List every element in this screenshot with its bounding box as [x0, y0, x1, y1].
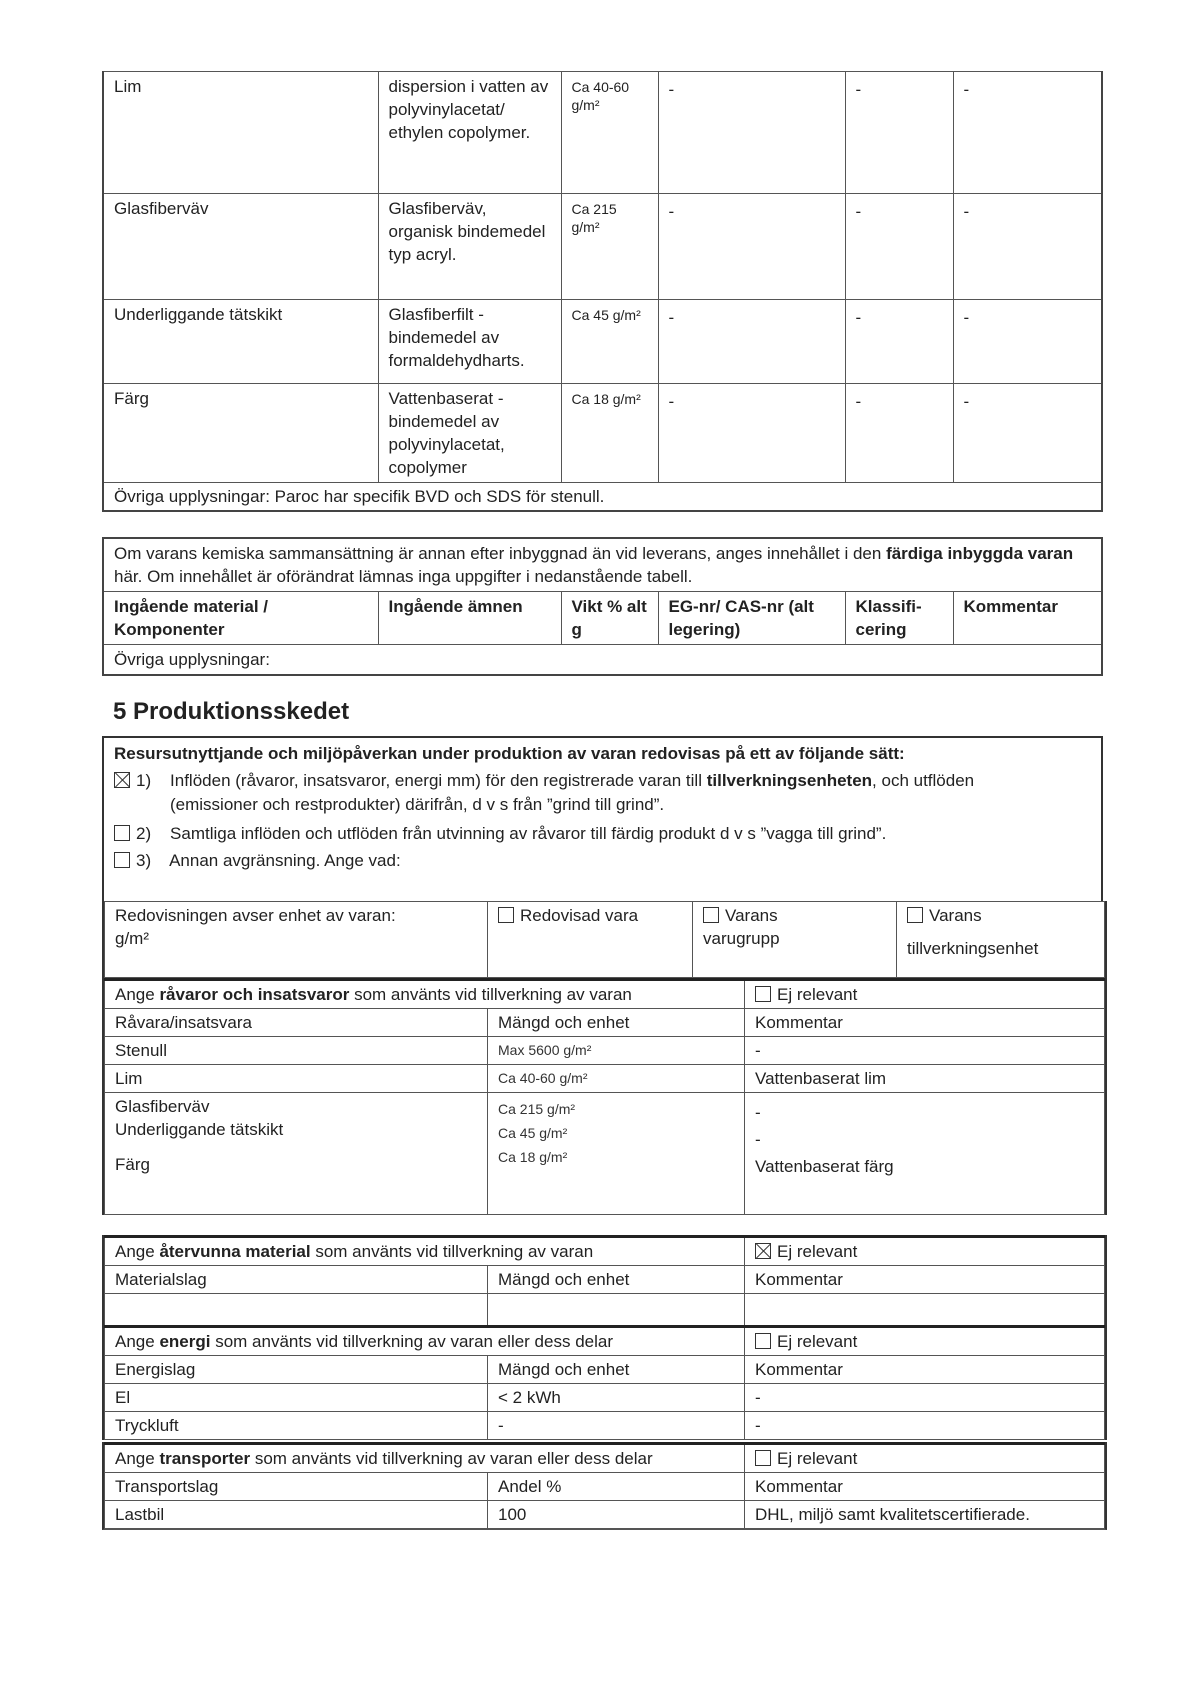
- title-text: som använts vid tillverkning av varan: [349, 985, 632, 1004]
- weight-cell: Ca 18 g/m²: [561, 384, 658, 483]
- unit-option-label-cont: tillverkningsenhet: [907, 939, 1039, 958]
- unit-option-label-cont: varugrupp: [703, 929, 780, 948]
- unit-option-label: Varans: [929, 906, 982, 925]
- option-text: Annan avgränsning. Ange vad:: [169, 851, 401, 870]
- not-relevant-cell: [745, 1327, 1105, 1356]
- column-header: Kommentar: [745, 1266, 1105, 1294]
- amount: Ca 45 g/m²: [498, 1125, 568, 1141]
- amount: Ca 215 g/m²: [498, 1101, 576, 1117]
- amount-cell: [488, 1093, 745, 1215]
- type-cell: Tryckluft: [105, 1412, 488, 1440]
- name-cell: [105, 1093, 488, 1215]
- column-header: Ingående material / Komponenter: [103, 592, 378, 645]
- empty-cell: [105, 1294, 488, 1326]
- intro-row: [103, 538, 1102, 592]
- name: Färg: [115, 1155, 150, 1174]
- unit-option-cell: [693, 902, 897, 978]
- column-header: Transportslag: [105, 1473, 488, 1501]
- material-cell: Underliggande tätskikt: [103, 300, 378, 384]
- comment: -: [755, 1130, 761, 1149]
- eg-cas-cell: -: [658, 384, 845, 483]
- unit-value: g/m²: [115, 929, 149, 948]
- unit-row: [102, 901, 1107, 978]
- comment-cell: Vattenbaserat lim: [745, 1065, 1105, 1093]
- weight-cell: Ca 45 g/m²: [561, 300, 658, 384]
- name-cell: Stenull: [105, 1037, 488, 1065]
- classification-cell: -: [845, 72, 953, 194]
- name-cell: Lim: [105, 1065, 488, 1093]
- not-relevant-label: Ej relevant: [777, 1332, 858, 1351]
- column-header: Ingående ämnen: [378, 592, 561, 645]
- type-cell: El: [105, 1384, 488, 1412]
- column-header: Råvara/insatsvara: [105, 1009, 488, 1037]
- method-intro: Resursutnyttjande och miljöpåverkan under produktion av varan redovisas på ett av följande sätt:: [114, 744, 905, 763]
- intro-text: [103, 538, 1102, 592]
- comment-cell: -: [953, 72, 1102, 194]
- column-header: Mängd och enhet: [488, 1356, 745, 1384]
- comment-cell: -: [745, 1037, 1105, 1065]
- table-row: [105, 1065, 1105, 1093]
- notes-row: [103, 645, 1102, 676]
- not-relevant-cell: [745, 980, 1105, 1009]
- comment-cell: -: [745, 1412, 1105, 1440]
- material-cell: Lim: [103, 72, 378, 194]
- header-row: [105, 1356, 1105, 1384]
- header-row: [105, 1009, 1105, 1037]
- unit-option-label: Varans: [725, 906, 778, 925]
- title-bold: råvaror och insatsvaror: [159, 985, 350, 1004]
- raw-materials-section: [102, 978, 1107, 1215]
- amount-cell: -: [488, 1412, 745, 1440]
- column-header: Energislag: [105, 1356, 488, 1384]
- eg-cas-cell: -: [658, 300, 845, 384]
- not-relevant-label: Ej relevant: [777, 1449, 858, 1468]
- table-row: [103, 72, 1102, 194]
- option-num: 1): [136, 771, 152, 790]
- header-row: [103, 592, 1102, 645]
- intro-part2: här. Om innehållet är oförändrat lämnas inga uppgifter i nedanstående tabell.: [114, 567, 693, 586]
- share-cell: 100: [488, 1501, 745, 1529]
- title-text: som använts vid tillverkning av varan: [310, 1242, 594, 1261]
- option-1: [114, 769, 1091, 817]
- comment-cell: -: [745, 1384, 1105, 1412]
- built-in-table: [102, 537, 1103, 676]
- option-3: [114, 849, 1091, 873]
- title-text: som använts vid tillverkning av varan eller dess delar: [210, 1332, 613, 1351]
- title-text: Ange: [115, 1449, 160, 1468]
- other-info: Övriga upplysningar:: [103, 645, 1102, 676]
- weight-cell: Ca 215 g/m²: [561, 194, 658, 300]
- energy-section: [102, 1325, 1107, 1440]
- column-header: Materialslag: [105, 1266, 488, 1294]
- table-row: [103, 194, 1102, 300]
- not-relevant-label: Ej relevant: [777, 985, 858, 1004]
- other-info: Övriga upplysningar: Paroc har specifik BVD och SDS för stenull.: [103, 483, 1102, 512]
- notes-row: [103, 483, 1102, 512]
- column-header: Mängd och enhet: [488, 1009, 745, 1037]
- comment: Vattenbaserat färg: [755, 1157, 894, 1176]
- classification-cell: -: [845, 300, 953, 384]
- unit-option-cell: [488, 902, 693, 978]
- title-text: Ange: [115, 1332, 160, 1351]
- method-box: [102, 736, 1103, 902]
- header-row: [105, 1266, 1105, 1294]
- intro-part1: Om varans kemiska sammansättning är annan efter inbyggnad än vid leverans, anges innehållet i den: [114, 544, 887, 563]
- column-header: Klassifi-cering: [845, 592, 953, 645]
- transport-section: [102, 1442, 1107, 1530]
- column-header: Kommentar: [953, 592, 1102, 645]
- column-header: Kommentar: [745, 1009, 1105, 1037]
- table-row: [103, 300, 1102, 384]
- comment-cell: [745, 1093, 1105, 1215]
- option-2-checkbox[interactable]: [114, 825, 130, 841]
- table-row: [105, 1093, 1105, 1215]
- option-num: 2): [136, 824, 152, 843]
- column-header: Mängd och enhet: [488, 1266, 745, 1294]
- unit-option-label: Redovisad vara: [520, 906, 639, 925]
- amount-cell: Max 5600 g/m²: [488, 1037, 745, 1065]
- title-bold: energi: [159, 1332, 211, 1351]
- comment-cell: -: [953, 384, 1102, 483]
- type-cell: Lastbil: [105, 1501, 488, 1529]
- not-relevant-cell: [745, 1237, 1105, 1266]
- option-num: 3): [136, 851, 152, 870]
- manufacturing-unit-checkbox[interactable]: [907, 907, 923, 923]
- comment-cell: DHL, miljö samt kvalitetscertifierade.: [745, 1501, 1105, 1529]
- header-row: [105, 1473, 1105, 1501]
- option-text-cont: (emissioner och restprodukter) därifrån, d v s från ”grind till grind”.: [170, 795, 665, 814]
- unit-label: Redovisningen avser enhet av varan:: [115, 906, 396, 925]
- title-text: Ange: [115, 1242, 160, 1261]
- composition-table: [102, 71, 1103, 512]
- empty-cell: [745, 1294, 1105, 1326]
- material-cell: Glasfiberväv: [103, 194, 378, 300]
- amount-cell: < 2 kWh: [488, 1384, 745, 1412]
- column-header: Kommentar: [745, 1356, 1105, 1384]
- title-text: Ange: [115, 985, 160, 1004]
- empty-row: [105, 1294, 1105, 1326]
- product-group-checkbox[interactable]: [703, 907, 719, 923]
- intro-bold: färdiga inbyggda varan: [886, 544, 1074, 563]
- name: Underliggande tätskikt: [115, 1120, 284, 1139]
- title-bold: transporter: [159, 1449, 251, 1468]
- recycled-not-relevant-checkbox[interactable]: [755, 1243, 771, 1259]
- option-text: , och utflöden: [872, 771, 975, 790]
- raw-materials-title: [105, 980, 745, 1009]
- eg-cas-cell: -: [658, 72, 845, 194]
- comment: -: [755, 1103, 761, 1122]
- column-header: Kommentar: [745, 1473, 1105, 1501]
- table-row: [105, 1384, 1105, 1412]
- table-row: [105, 1412, 1105, 1440]
- comment-cell: -: [953, 300, 1102, 384]
- substance-cell: Glasfiberväv, organisk bindemedel typ acryl.: [378, 194, 561, 300]
- option-2: [114, 822, 1091, 846]
- energy-not-relevant-checkbox[interactable]: [755, 1333, 771, 1349]
- not-relevant-cell: [745, 1444, 1105, 1473]
- eg-cas-cell: -: [658, 194, 845, 300]
- amount: Ca 18 g/m²: [498, 1149, 568, 1165]
- table-row: [105, 1037, 1105, 1065]
- column-header: Andel %: [488, 1473, 745, 1501]
- not-relevant-label: Ej relevant: [777, 1242, 858, 1261]
- transport-title: [105, 1444, 745, 1473]
- transport-not-relevant-checkbox[interactable]: [755, 1450, 771, 1466]
- option-3-checkbox[interactable]: [114, 852, 130, 868]
- section-title: 5 Produktionsskedet: [113, 698, 350, 725]
- empty-cell: [488, 1294, 745, 1326]
- option-text: Inflöden (råvaror, insatsvaror, energi mm) för den registrerade varan till: [170, 771, 707, 790]
- title-text: som använts vid tillverkning av varan eller dess delar: [250, 1449, 653, 1468]
- substance-cell: Glasfiberfilt - bindemedel av formaldehydharts.: [378, 300, 561, 384]
- energy-title: [105, 1327, 745, 1356]
- substance-cell: dispersion i vatten av polyvinylacetat/ ethylen copolymer.: [378, 72, 561, 194]
- column-header: Vikt % alt g: [561, 592, 658, 645]
- unit-label-cell: [105, 902, 488, 978]
- table-row: [103, 384, 1102, 483]
- unit-option-cell: [897, 902, 1105, 978]
- reported-product-checkbox[interactable]: [498, 907, 514, 923]
- raw-materials-not-relevant-checkbox[interactable]: [755, 986, 771, 1002]
- name: Glasfiberväv: [115, 1097, 210, 1116]
- weight-cell: Ca 40-60 g/m²: [561, 72, 658, 194]
- comment-cell: -: [953, 194, 1102, 300]
- title-bold: återvunna material: [159, 1242, 311, 1261]
- material-cell: Färg: [103, 384, 378, 483]
- amount-cell: Ca 40-60 g/m²: [488, 1065, 745, 1093]
- option-text: Samtliga inflöden och utflöden från utvinning av råvaror till färdig produkt d v s ”vagga till grind”.: [170, 824, 887, 843]
- table-row: [105, 1501, 1105, 1529]
- recycled-title: [105, 1237, 745, 1266]
- substance-cell: Vattenbaserat - bindemedel av polyvinylacetat, copolymer: [378, 384, 561, 483]
- classification-cell: -: [845, 194, 953, 300]
- recycled-section: [102, 1235, 1107, 1326]
- classification-cell: -: [845, 384, 953, 483]
- column-header: EG-nr/ CAS-nr (alt legering): [658, 592, 845, 645]
- option-bold: tillverkningsenheten: [706, 771, 873, 790]
- option-1-checkbox[interactable]: [114, 772, 130, 788]
